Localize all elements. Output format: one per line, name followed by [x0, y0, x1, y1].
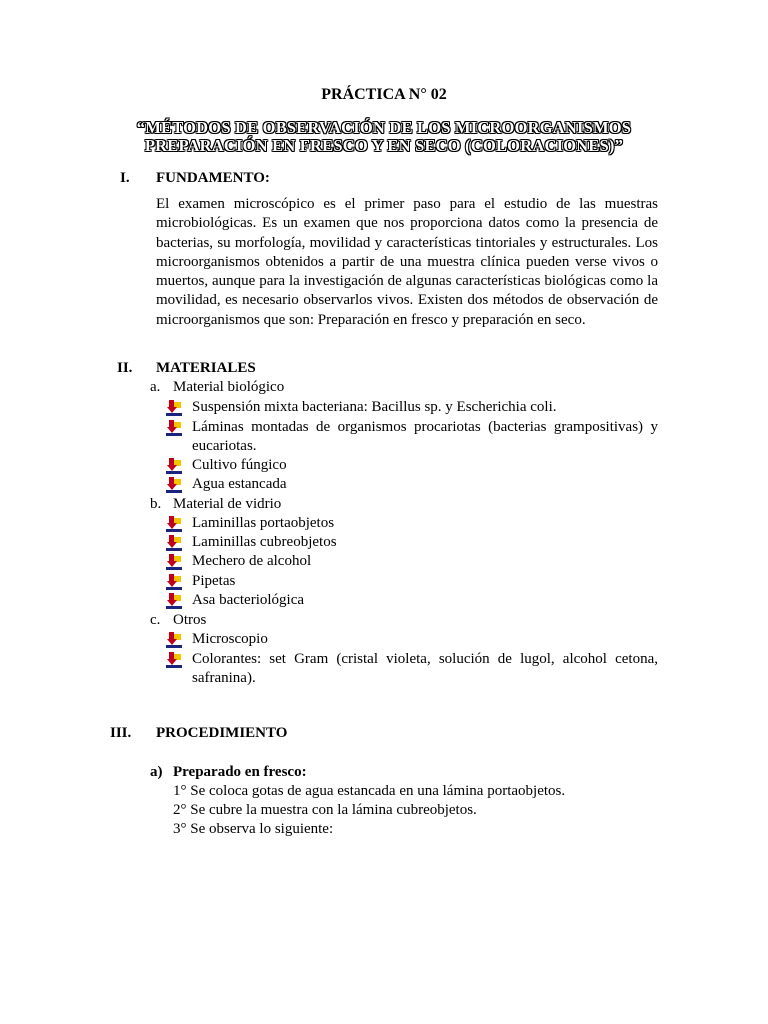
material-item: Microscopio [192, 631, 268, 647]
practice-subtitle-line2: PREPARACIÓN EN FRESCO Y EN SECO (COLORACIONES)” [144, 136, 624, 155]
practice-subtitle-line1: “MÉTODOS DE OBSERVACIÓN DE LOS MICROORGANISMOS [136, 118, 632, 137]
section-3-heading: PROCEDIMIENTO [156, 725, 288, 741]
material-item: Agua estancada [192, 476, 287, 492]
arrow-down-bullet-icon [166, 574, 182, 590]
procedure-step: 2° Se cubre la muestra con la lámina cubreobjetos. [173, 802, 477, 818]
group-b-label: b. [150, 496, 162, 512]
procedure-sub-label: a) [150, 764, 163, 780]
arrow-down-bullet-icon [166, 535, 182, 551]
group-c-title: Otros [173, 612, 207, 628]
practice-title: PRÁCTICA N° 02 [321, 86, 447, 103]
section-1-number: I. [120, 170, 130, 186]
arrow-down-bullet-icon [166, 516, 182, 532]
procedure-sub-title: Preparado en fresco: [173, 764, 307, 780]
material-item: Colorantes: set Gram (cristal violeta, solución de lugol, alcohol cetona, safranina). [192, 651, 658, 687]
group-b-title: Material de vidrio [173, 496, 282, 512]
material-item: Mechero de alcohol [192, 553, 312, 569]
material-item: Láminas montadas de organismos procariotas (bacterias grampositivas) y eucariotas. [192, 419, 658, 455]
section-3-number: III. [110, 725, 132, 741]
material-item: Pipetas [192, 573, 236, 589]
arrow-down-bullet-icon [166, 652, 182, 668]
material-item: Laminillas portaobjetos [192, 515, 335, 531]
arrow-down-bullet-icon [166, 632, 182, 648]
section-2-number: II. [117, 360, 133, 376]
material-item: Suspensión mixta bacteriana: Bacillus sp. y Escherichia coli. [192, 399, 557, 415]
material-item: Cultivo fúngico [192, 457, 287, 473]
arrow-down-bullet-icon [166, 400, 182, 416]
procedure-step: 3° Se observa lo siguiente: [173, 821, 334, 837]
section-1-paragraph: El examen microscópico es el primer paso para el estudio de las muestras microbiológicas. Es un examen que nos proporciona datos como la presencia de bacterias, su morfología, movilidad y características tintoriales y estructurales. Los microorganismos obtenidos a partir de una muestra clínica pueden verse vivos o muertos, aunque para la investigación de algunas características biológicas como la movilidad, es necesario observarlos vivos. Existen dos métodos de observación de microorganismos que son: Preparación en fresco y preparación en seco. [156, 196, 658, 328]
material-item: Laminillas cubreobjetos [192, 534, 337, 550]
section-1-heading: FUNDAMENTO: [156, 170, 270, 186]
procedure-step: 1° Se coloca gotas de agua estancada en una lámina portaobjetos. [173, 783, 566, 799]
arrow-down-bullet-icon [166, 477, 182, 493]
group-c-label: c. [150, 612, 161, 628]
arrow-down-bullet-icon [166, 420, 182, 436]
group-a-label: a. [150, 379, 161, 395]
arrow-down-bullet-icon [166, 554, 182, 570]
material-item: Asa bacteriológica [192, 592, 305, 608]
group-a-title: Material biológico [173, 379, 285, 395]
arrow-down-bullet-icon [166, 458, 182, 474]
arrow-down-bullet-icon [166, 593, 182, 609]
section-2-heading: MATERIALES [156, 360, 256, 376]
